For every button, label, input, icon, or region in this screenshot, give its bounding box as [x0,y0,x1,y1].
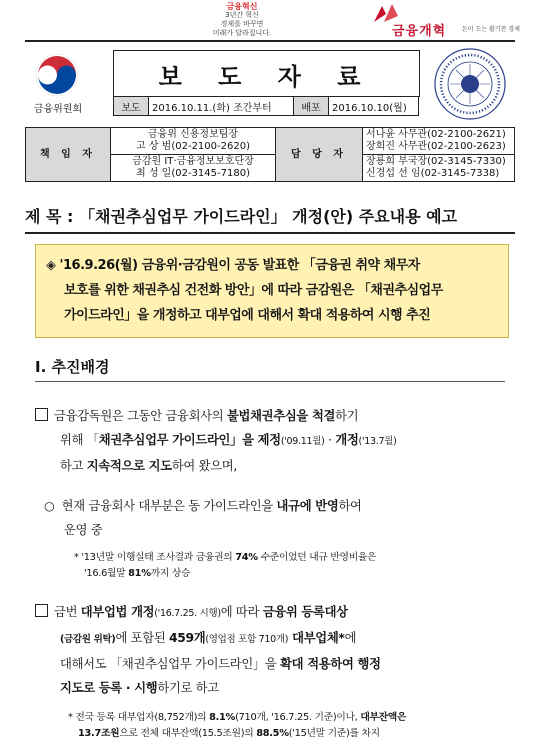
contact-2-person-b: 신경섭 선 임(02-3145-7338) [366,168,500,179]
paragraph-1 [35,404,397,478]
financial-reform-logo [342,2,538,42]
note1-text-e: 81% [128,568,151,579]
section-rule [35,381,505,382]
note2-text-f: 으로 전체 대부잔액(15.5조원)의 [119,728,257,739]
contact-1 [363,128,515,155]
contact-2-person-a: 장룡희 부국장(02-3145-7330) [366,156,506,167]
innovation-logo-mark: 금융혁신 [226,2,258,11]
footnote-1 [74,550,376,582]
p1-text-h: 개정 [335,433,359,447]
p3-text-a: 금번 [54,605,81,619]
innovation-logo-line1: 3년간 혁신 [225,11,259,19]
p2-text-b: 내규에 반영 [276,499,339,513]
summary-line-3: 가이드라인」을 개정하고 대부업에 대해서 확대 적용하여 시행 추진 [64,308,431,323]
owner-2-title: 금감원 IT·금융정보보호단장 [132,156,254,167]
footnote-2-line-1 [68,710,406,726]
p3-text-o: 하기로 하고 [157,681,219,695]
p1-text-l: 하여 왔으며, [171,459,237,473]
square-bullet-icon [35,604,48,617]
paragraph-3 [35,600,381,700]
p3-text-k: 에 [344,631,357,645]
paragraph-2-line-2: 운영 중 [64,523,103,537]
p1-text-k: 지속적으로 지도 [86,459,172,473]
p3-text-f: (금감원 위탁) [60,634,116,645]
report-label: 보도 [114,97,149,116]
footnote-1-line-1 [74,550,376,566]
p1-text-a: 금융감독원은 그동안 금융회사의 [54,409,227,423]
innovation-logo [212,2,272,36]
footnote-2-line-2 [68,726,406,742]
gov-agency-name: 금융위원회 [33,104,83,115]
note2-text-d: 대부잔액은 [360,712,407,723]
note1-text-c: 수준이었던 내규 반영비율은 [257,552,377,563]
p3-text-j: 대부업체* [288,631,345,645]
paragraph-1-line-1 [35,404,397,428]
note2-text-a: * 전국 등록 대부업자(8,752개)의 [68,712,210,723]
p3-text-c: ('16.7.25. 시행) [154,608,221,619]
owner-1-contact: 고 상 범(02-2100-2620) [136,141,250,152]
p1-text-i: ('13.7월) [358,436,397,447]
p1-text-f: ('09.11월) [280,436,325,447]
contact-1-person-b: 장희진 사무관(02-2100-2623) [366,141,506,152]
summary-line-1 [46,253,498,278]
p3-text-h: 459개 [169,631,206,645]
innovation-logo-line3: 미래가 달라집니다. [212,29,272,37]
p3-text-l: 대해서도 「채권추심업무 가이드라인」을 [60,657,281,671]
paragraph-3-line-4 [35,676,381,700]
p3-text-d: 에 따라 [220,605,263,619]
diamond-bullet-icon: ◈ [46,258,56,273]
p3-text-i: (영업점 포함 710개) [205,634,289,645]
fss-seal-icon [432,46,508,122]
reform-logo-name: 금융개혁 [392,24,447,39]
p1-text-g: · [324,433,336,447]
innovation-logo-line2: 경제를 바꾸면 [220,20,264,28]
owner-2-contact: 최 성 일(02-3145-7180) [136,168,250,179]
note1-text-f: 까지 상승 [150,568,191,579]
distribution-label: 배포 [294,97,329,116]
p1-text-c: 하기 [335,409,359,423]
note2-text-e: 13.7조원 [78,728,120,739]
header-rule [25,40,515,42]
p3-text-m: 확대 적용하여 행정 [280,657,381,671]
circle-bullet-icon: ○ [44,499,55,513]
p3-text-n: 지도로 등록 · 시행 [60,681,158,695]
footnote-2 [68,710,406,742]
note2-text-g: 88.5% [256,728,289,739]
press-release-title: 보 도 자 료 [113,50,420,97]
contact-2 [363,155,515,182]
note2-text-h: ('15년말 기준)를 차지 [288,728,380,739]
release-info-table [113,96,419,116]
p2-text-c: 하여 [338,499,362,513]
paragraph-3-line-2 [35,626,381,652]
p1-text-d: 위해 「 [60,433,99,447]
summary-line-2: 보호를 위한 채권추심 건전화 방안」에 따라 금감원은 「채권추심업무 [64,283,443,298]
paragraph-2 [44,494,362,542]
note1-text-b: 74% [235,552,258,563]
paragraph-1-line-2 [35,428,397,454]
p1-text-b: 불법채권추심을 척결 [226,409,336,423]
reform-logo-slogan: 돈이 도는 활기찬 경제 [462,26,520,33]
paragraph-3-line-1 [35,600,381,626]
note2-text-c: (710개, '16.7.25. 기준)이나, [235,712,361,723]
note1-text-d: '16.6월말 [84,568,129,579]
contact-label: 담 당 자 [276,128,363,182]
document-subject: 제 목 : 「채권추심업무 가이드라인」 개정(안) 주요내용 예고 [25,207,458,226]
note1-text-a: * '13년말 이행실태 조사결과 금융권의 [74,552,236,563]
taegeuk-emblem-icon [34,52,80,98]
p3-text-g: 에 포함된 [115,631,170,645]
p2-text-a: 현재 금융회사 대부분은 동 가이드라인을 [61,499,277,513]
owner-2 [111,155,276,182]
p3-text-b: 대부업법 개정 [80,605,155,619]
footnote-1-line-2 [74,566,376,582]
p1-text-j: 하고 [60,459,87,473]
paragraph-1-line-3 [35,454,397,478]
paragraph-2-line-1 [44,494,362,518]
note2-text-b: 8.1% [209,712,236,723]
contact-1-person-a: 서나윤 사무관(02-2100-2621) [366,129,506,140]
p3-text-e: 금융위 등록대상 [262,605,348,619]
square-bullet-icon [35,408,48,421]
paragraph-3-line-3 [35,652,381,676]
p1-text-e: 채권추심업무 가이드라인」을 제정 [98,433,281,447]
owner-label: 책 임 자 [26,128,111,182]
distribution-date: 2016.10.10(월) [329,97,419,116]
section-heading: Ⅰ. 추진배경 [35,358,110,376]
summary-box [35,244,509,338]
report-date: 2016.10.11.(화) 조간부터 [149,97,294,116]
subject-rule [25,232,515,234]
owner-1 [111,128,276,155]
owner-1-title: 금융위 신용정보팀장 [147,129,239,140]
responsible-table [25,127,515,182]
summary-text-1: '16.9.26(월) 금융위·금감원이 공동 발표한 「금융권 취약 채무자 [59,258,420,273]
